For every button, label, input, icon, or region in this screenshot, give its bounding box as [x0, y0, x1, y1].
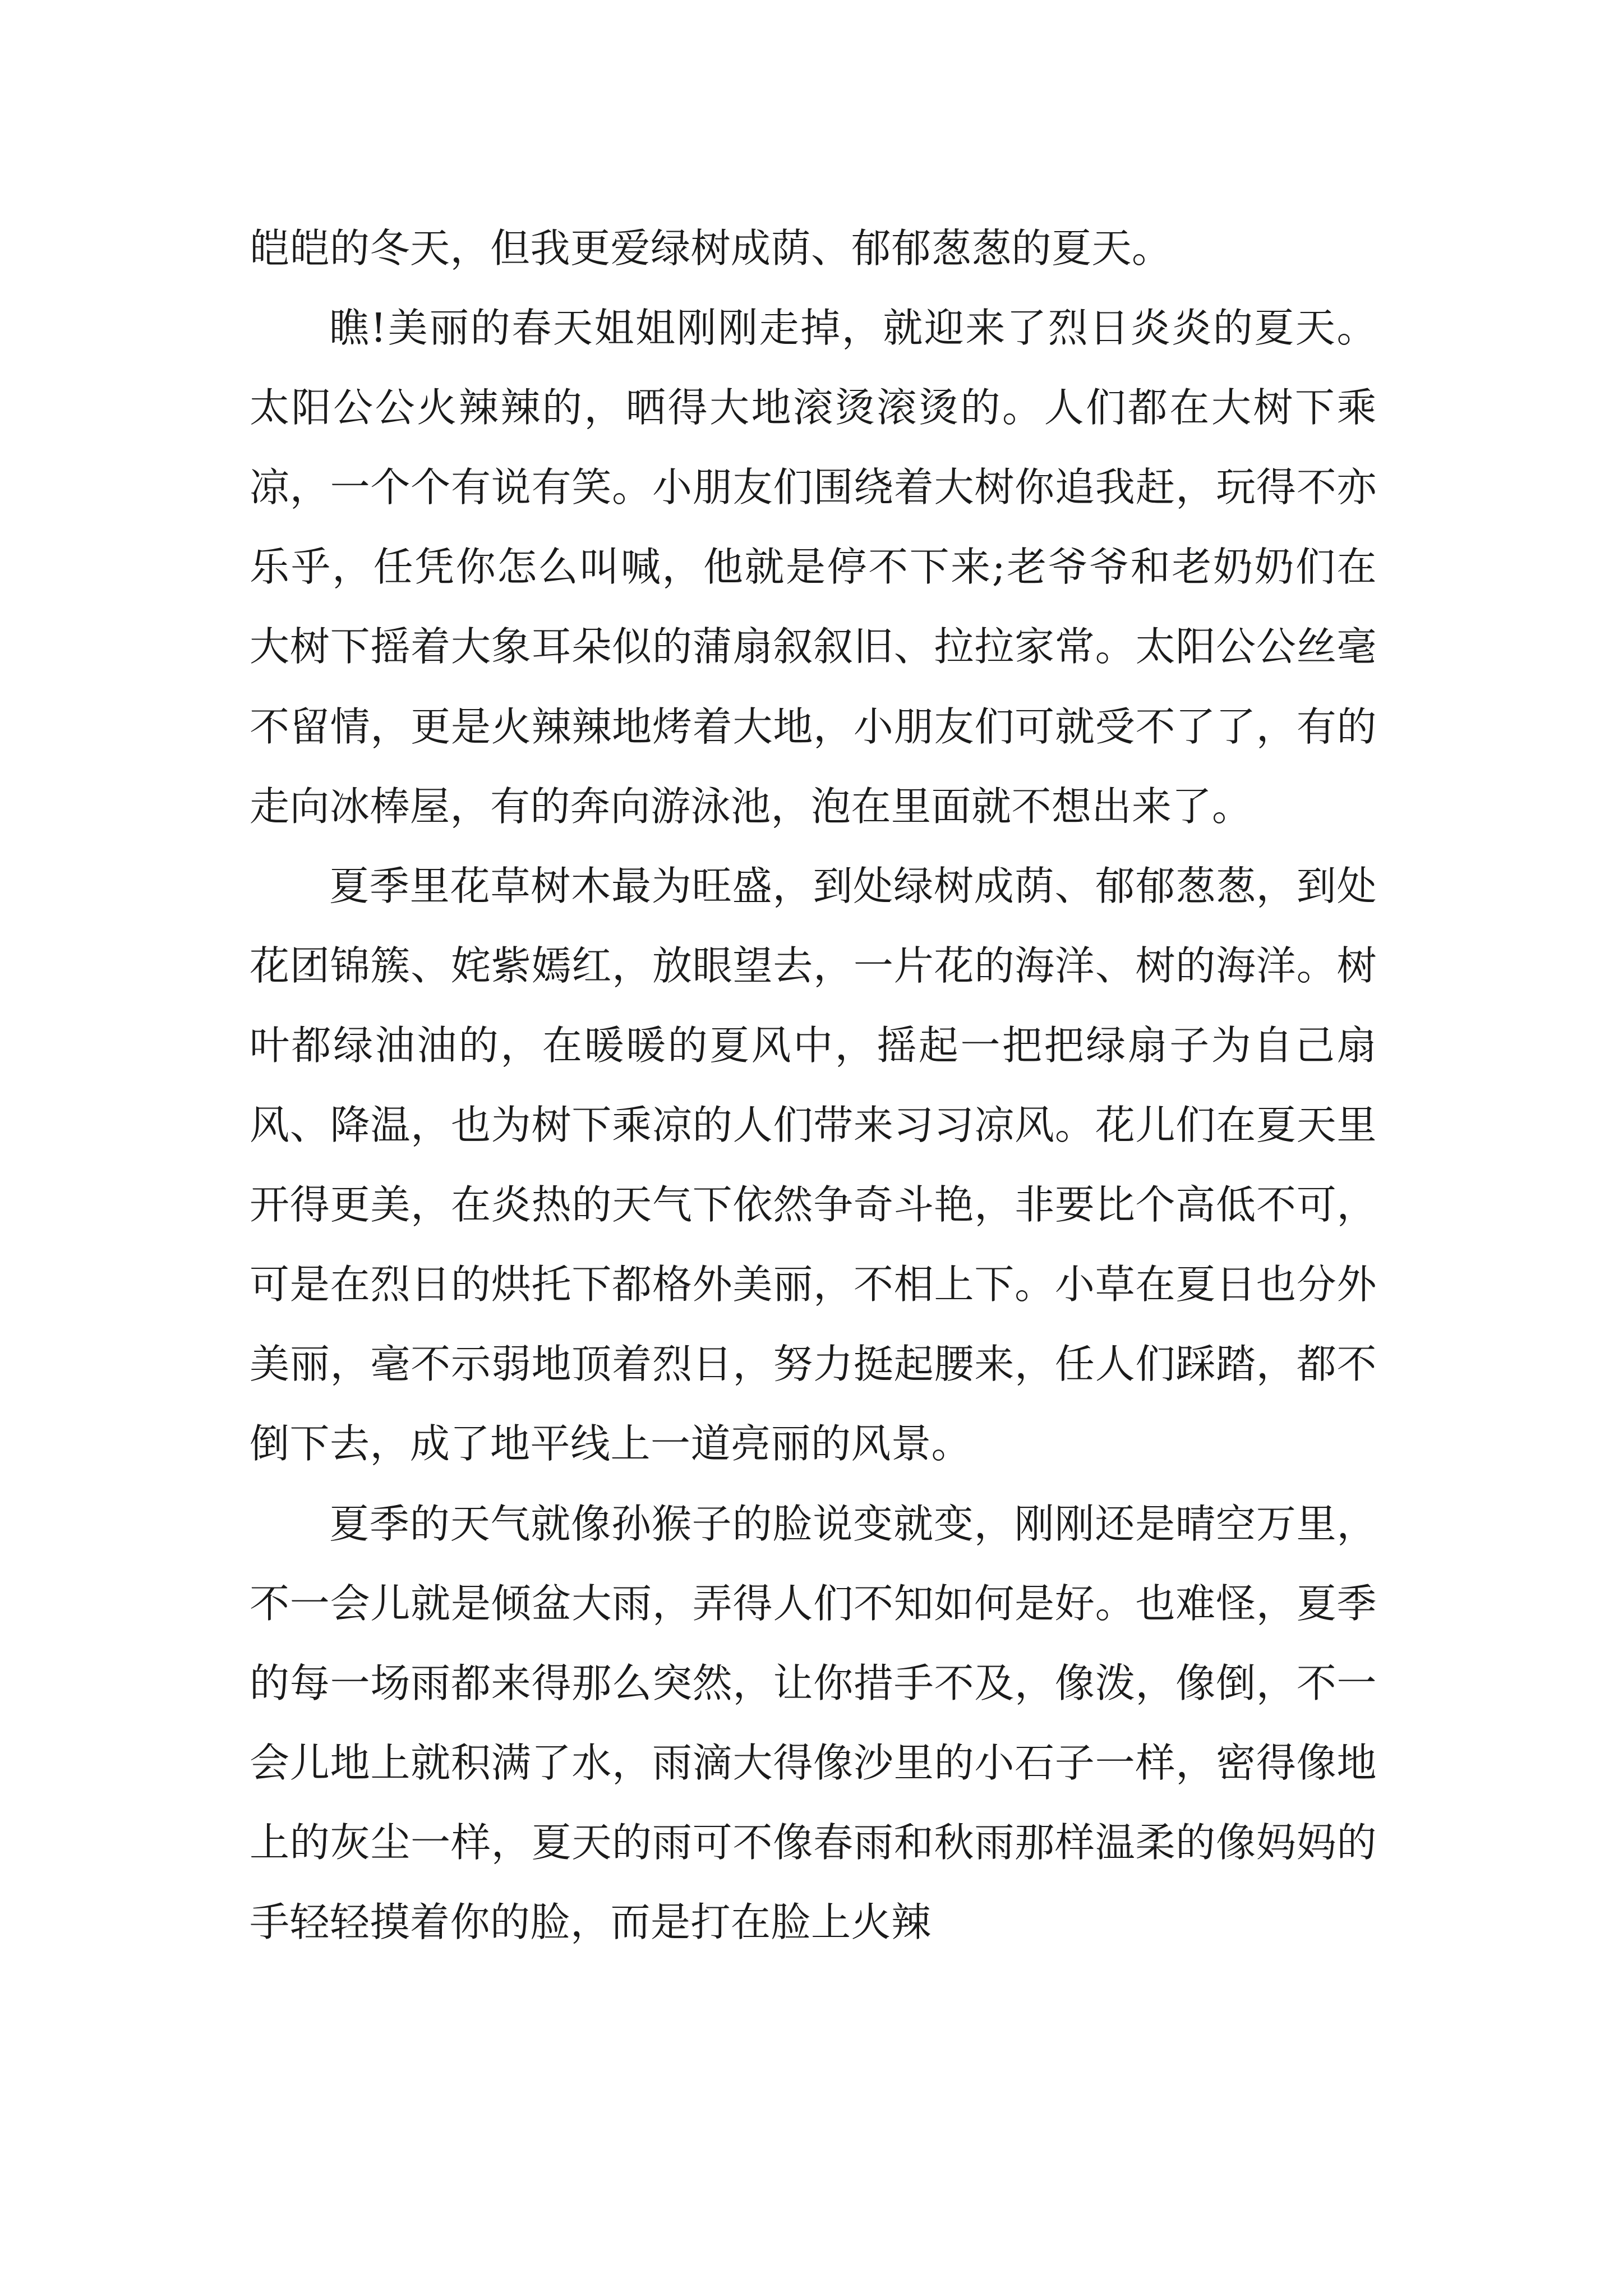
essay-body: [250, 209, 1377, 1962]
paragraph-summer-plants: 夏季里花草树木最为旺盛，到处绿树成荫、郁郁葱葱，到处花团锦簇、姹紫嫣红，放眼望去，一片花的海洋、树的海洋。树叶都绿油油的，在暖暖的夏风中，摇起一把把绿扇子为自己扇风、降温，也为树下乘凉的人们带来习习凉风。花儿们在夏天里开得更美，在炎热的天气下依然争奇斗艳，非要比个高低不可，可是在烈日的烘托下都格外美丽，不相上下。小草在夏日也分外美丽，毫不示弱地顶着烈日，努力挺起腰来，任人们踩踏，都不倒下去，成了地平线上一道亮丽的风景。: [250, 862, 1377, 1467]
paragraph-continuation: 皑皑的冬天，但我更爱绿树成荫、郁郁葱葱的夏天。: [250, 225, 1172, 272]
paragraph-summer-heat: 瞧!美丽的春天姐姐刚刚走掉，就迎来了烈日炎炎的夏天。太阳公公火辣辣的，晒得大地滚烫滚烫的。人们都在大树下乘凉，一个个有说有笑。小朋友们围绕着大树你追我赶，玩得不亦乐乎，任凭你怎么叫喊，他就是停不下来;老爷爷和老奶奶们在大树下摇着大象耳朵似的蒲扇叙叙旧、拉拉家常。太阳公公丝毫不留情，更是火辣辣地烤着大地，小朋友们可就受不了了，有的走向冰棒屋，有的奔向游泳池，泡在里面就不想出来了。: [250, 305, 1377, 830]
paragraph-summer-rain: 夏季的天气就像孙猴子的脸说变就变，刚刚还是晴空万里，不一会儿就是倾盆大雨，弄得人们不知如何是好。也难怪，夏季的每一场雨都来得那么突然，让你措手不及，像泼，像倒，不一会儿地上就积满了水，雨滴大得像沙里的小石子一样，密得像地上的灰尘一样，夏天的雨可不像春雨和秋雨那样温柔的像妈妈的手轻轻摸着你的脸，而是打在脸上火辣: [250, 1500, 1377, 1945]
